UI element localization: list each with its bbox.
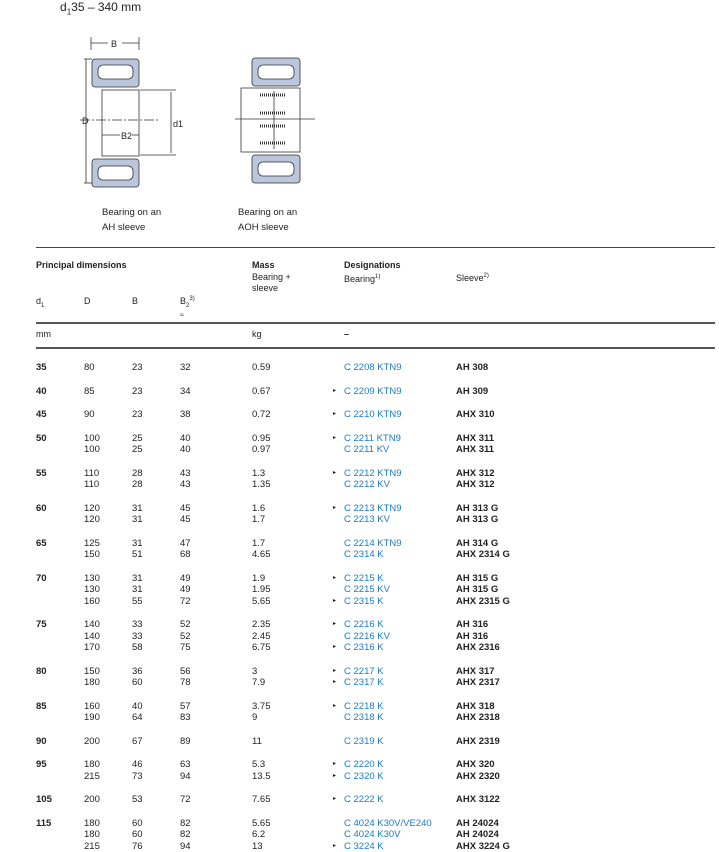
popular-item-marker-icon: ▸ <box>333 842 337 849</box>
mass: 5.3 <box>252 759 266 770</box>
popular-item-marker-icon: ▸ <box>333 679 337 685</box>
units-rule <box>36 347 715 349</box>
mass: 6.75 <box>252 642 271 653</box>
sleeve-width: 38 <box>180 409 191 420</box>
popular-item-marker-icon: ▸ <box>333 796 337 802</box>
sleeve-width: 63 <box>180 759 191 770</box>
sleeve-width: 82 <box>180 829 191 840</box>
mass: 2.35 <box>252 619 271 630</box>
sleeve-designation: AH 309 <box>456 385 489 397</box>
bore-diameter: 65 <box>36 537 47 549</box>
popular-item-marker-icon: ▸ <box>333 411 337 417</box>
bore-diameter: 80 <box>36 665 47 677</box>
bearing-designation[interactable]: C 2214 KTN9 <box>344 537 402 549</box>
col-D: D <box>84 296 91 306</box>
width: 76 <box>132 840 143 852</box>
bearing-designation[interactable]: C 2314 K <box>344 549 384 560</box>
sleeve-designation: AHX 311 <box>456 432 495 444</box>
sleeve-designation: AH 24024 <box>456 829 499 840</box>
size-group <box>0 503 719 526</box>
width: 31 <box>132 537 143 549</box>
sleeve-designation: AHX 3122 <box>456 794 500 805</box>
bore-diameter: 40 <box>36 385 47 397</box>
bearing-designation[interactable]: C 2320 K <box>344 770 384 782</box>
outer-diameter: 80 <box>84 362 95 373</box>
mass: 13 <box>252 840 263 852</box>
bearing-designation[interactable]: C 2317 K <box>344 677 384 688</box>
width: 60 <box>132 817 143 829</box>
sleeve-designation: AHX 310 <box>456 409 495 420</box>
outer-diameter: 170 <box>84 642 100 653</box>
aoh-sleeve-drawing <box>235 55 315 185</box>
outer-diameter: 215 <box>84 840 100 852</box>
title-symbol: d <box>60 0 67 14</box>
sleeve-width: 94 <box>180 770 191 782</box>
width: 25 <box>132 432 143 444</box>
width: 23 <box>132 385 143 397</box>
mass: 7.9 <box>252 677 266 688</box>
sleeve-width: 52 <box>180 630 191 642</box>
sleeve-designation: AHX 2315 G <box>456 595 510 607</box>
sleeve-designation: AH 24024 <box>456 817 499 829</box>
width: 31 <box>132 502 143 514</box>
bore-diameter: 90 <box>36 735 47 747</box>
sleeve-width: 78 <box>180 677 191 688</box>
size-group <box>0 362 719 374</box>
bore-diameter: 35 <box>36 362 47 373</box>
table-row <box>0 736 719 748</box>
mass: 1.7 <box>252 514 266 525</box>
sleeve-width: 43 <box>180 479 191 490</box>
outer-diameter: 130 <box>84 572 100 584</box>
size-group <box>0 573 719 608</box>
header-rule <box>36 322 715 324</box>
principal-dimensions-heading: Principal dimensions <box>36 260 127 270</box>
popular-item-marker-icon: ▸ <box>333 574 337 581</box>
popular-item-marker-icon: ▸ <box>333 644 337 650</box>
width: 67 <box>132 735 143 747</box>
outer-diameter: 180 <box>84 677 100 688</box>
size-group <box>0 433 719 456</box>
bearing-designation[interactable]: C 2216 KV <box>344 630 390 642</box>
width: 60 <box>132 829 143 840</box>
width: 40 <box>132 700 143 712</box>
mass: 0.97 <box>252 444 271 455</box>
outer-diameter: 100 <box>84 432 100 444</box>
table-row <box>0 794 719 806</box>
title-sub: 1 <box>66 7 72 17</box>
col-d1: $d_1$ <box>36 296 45 309</box>
table-row <box>0 549 719 561</box>
sleeve-width: 57 <box>180 700 191 712</box>
size-group <box>0 701 719 724</box>
bearing-designation[interactable]: C 2316 K <box>344 642 384 653</box>
bearing-designation[interactable]: C 2318 K <box>344 712 384 723</box>
unit-mm: mm <box>36 329 51 339</box>
popular-item-marker-icon: ▸ <box>333 761 337 767</box>
sleeve-designation: AHX 2314 G <box>456 549 510 560</box>
bore-diameter: 45 <box>36 409 47 420</box>
sleeve-width: 45 <box>180 514 191 525</box>
width: 51 <box>132 549 143 560</box>
svg-text:B2: B2 <box>121 131 133 141</box>
sleeve-width: 32 <box>180 362 191 373</box>
sleeve-designation: AHX 2318 <box>456 712 500 723</box>
sleeve-width: 56 <box>180 665 191 677</box>
outer-diameter: 85 <box>84 385 95 397</box>
mass: 2.45 <box>252 630 271 642</box>
bearing-designation[interactable]: C 2218 K <box>344 700 384 712</box>
table-row <box>0 584 719 596</box>
bore-diameter: 85 <box>36 700 47 712</box>
outer-diameter: 190 <box>84 712 100 723</box>
table-row <box>0 479 719 491</box>
table-row <box>0 712 719 724</box>
mass: 9 <box>252 712 258 723</box>
bearing-designation[interactable]: C 2222 K <box>344 794 384 805</box>
table-row <box>0 538 719 550</box>
sleeve-width: 40 <box>180 432 191 444</box>
size-group <box>0 468 719 491</box>
bearing-designation[interactable]: C 2216 K <box>344 619 384 630</box>
sleeve-designation: AHX 2317 <box>456 677 500 688</box>
sleeve-width: 89 <box>180 735 191 747</box>
bearing-designation[interactable]: C 2208 KTN9 <box>344 362 402 373</box>
bearing-designation[interactable]: C 2210 KTN9 <box>344 409 402 420</box>
sleeve-designation: AH 315 G <box>456 584 499 595</box>
sleeve-width: 49 <box>180 572 191 584</box>
sleeve-width: 72 <box>180 595 191 607</box>
outer-diameter: 200 <box>84 735 100 747</box>
mass-heading: Mass Bearing + sleeve <box>252 260 291 293</box>
mass: 1.9 <box>252 572 266 584</box>
sleeve-width: 43 <box>180 467 191 479</box>
mass: 7.65 <box>252 794 271 805</box>
unit-dash: – <box>344 329 350 339</box>
bearing-designation[interactable]: C 2215 K <box>344 572 384 584</box>
sleeve-designation: AH 313 G <box>456 502 499 514</box>
sleeve-width: 94 <box>180 840 191 852</box>
mass: 0.95 <box>252 432 271 444</box>
outer-diameter: 180 <box>84 817 100 829</box>
size-group <box>0 736 719 748</box>
sleeve-width: 40 <box>180 444 191 455</box>
size-range-title <box>60 0 141 16</box>
col-B2: $B_2^{3)}$ ≈ <box>180 296 195 320</box>
sleeve-width: 34 <box>180 385 191 397</box>
outer-diameter: 100 <box>84 444 100 455</box>
unit-kg: kg <box>252 329 262 339</box>
outer-diameter: 130 <box>84 584 100 595</box>
outer-diameter: 90 <box>84 409 95 420</box>
sleeve-width: 49 <box>180 584 191 595</box>
size-group <box>0 818 719 852</box>
size-group <box>0 794 719 806</box>
popular-item-marker-icon: ▸ <box>333 702 337 709</box>
bore-diameter: 60 <box>36 502 47 514</box>
width: 55 <box>132 595 143 607</box>
sleeve-designation: AH 313 G <box>456 514 499 525</box>
aoh-sleeve-caption: Bearing on an AOH sleeve <box>238 207 298 233</box>
mass: 11 <box>252 735 262 747</box>
bearing-designation[interactable]: C 2213 KTN9 <box>344 502 402 514</box>
outer-diameter: 160 <box>84 700 100 712</box>
table-row <box>0 503 719 515</box>
bore-diameter: 75 <box>36 619 47 630</box>
bearing-designation[interactable]: C 2209 KTN9 <box>344 385 402 397</box>
table-row <box>0 514 719 526</box>
col-B: B <box>132 296 139 306</box>
sleeve-designation: AHX 311 <box>456 444 495 455</box>
width: 28 <box>132 479 143 490</box>
sleeve-width: 72 <box>180 794 191 805</box>
sleeve-width: 52 <box>180 619 191 630</box>
ah-sleeve-caption: Bearing on an AH sleeve <box>102 207 162 233</box>
sleeve-designation: AH 316 <box>456 619 489 630</box>
sleeve-designation: AH 316 <box>456 630 489 642</box>
popular-item-marker-icon: ▸ <box>333 504 337 511</box>
size-group <box>0 619 719 654</box>
popular-item-marker-icon: ▸ <box>333 772 337 779</box>
table-row <box>0 771 719 783</box>
width: 28 <box>132 467 143 479</box>
outer-diameter: 140 <box>84 630 100 642</box>
mass: 1.3 <box>252 467 266 479</box>
table-row <box>0 386 719 398</box>
width: 60 <box>132 677 143 688</box>
width: 46 <box>132 759 143 770</box>
popular-item-marker-icon: ▸ <box>333 667 337 674</box>
width: 73 <box>132 770 143 782</box>
sleeve-width: 68 <box>180 549 191 560</box>
table-row <box>0 362 719 374</box>
table-top-rule <box>36 247 715 248</box>
outer-diameter: 110 <box>84 467 100 479</box>
size-group <box>0 386 719 398</box>
bearing-designation[interactable]: C 2212 KV <box>344 479 390 490</box>
bearing-designation[interactable]: C 2215 KV <box>344 584 390 595</box>
table-row <box>0 573 719 585</box>
sleeve-width: 45 <box>180 502 191 514</box>
width: 31 <box>132 514 143 525</box>
sleeve-designation: AH 315 G <box>456 572 499 584</box>
outer-diameter: 180 <box>84 759 100 770</box>
mass: 0.67 <box>252 385 271 397</box>
bearing-table <box>0 362 719 852</box>
width: 25 <box>132 444 143 455</box>
mass: 5.65 <box>252 595 271 607</box>
mass: 5.65 <box>252 817 271 829</box>
sleeve-width: 75 <box>180 642 191 653</box>
table-row <box>0 619 719 631</box>
table-row <box>0 841 719 852</box>
sleeve-designation: AHX 318 <box>456 700 495 712</box>
bearing-designation[interactable]: C 3224 K <box>344 840 384 852</box>
sleeve-heading: Sleeve$^{2)}$ <box>456 273 489 283</box>
table-row <box>0 444 719 456</box>
bore-diameter: 50 <box>36 432 47 444</box>
outer-diameter: 200 <box>84 794 100 805</box>
table-row <box>0 433 719 445</box>
mass: 3.75 <box>252 700 271 712</box>
outer-diameter: 180 <box>84 829 100 840</box>
sleeve-designation: AH 314 G <box>456 537 499 549</box>
mass: 3 <box>252 665 258 677</box>
table-row <box>0 631 719 643</box>
outer-diameter: 150 <box>84 549 100 560</box>
mass: 4.65 <box>252 549 271 560</box>
outer-diameter: 160 <box>84 595 100 607</box>
bearing-designation[interactable]: C 2212 KTN9 <box>344 467 402 479</box>
width: 23 <box>132 362 143 373</box>
outer-diameter: 215 <box>84 770 100 782</box>
width: 23 <box>132 409 143 420</box>
bearing-designation[interactable]: C 4024 K30V/VE240 <box>344 817 432 829</box>
sleeve-width: 82 <box>180 817 191 829</box>
sleeve-designation: AHX 3224 G <box>456 840 510 852</box>
sleeve-designation: AHX 317 <box>456 665 495 677</box>
popular-item-marker-icon: ▸ <box>333 434 337 441</box>
popular-item-marker-icon: ▸ <box>333 621 337 627</box>
width: 36 <box>132 665 143 677</box>
outer-diameter: 120 <box>84 514 100 525</box>
ah-sleeve-drawing <box>80 35 190 190</box>
table-row <box>0 596 719 608</box>
bearing-designation[interactable]: C 2211 KTN9 <box>344 432 401 444</box>
width: 58 <box>132 642 143 653</box>
size-group <box>0 759 719 782</box>
table-row <box>0 701 719 713</box>
mass: 1.7 <box>252 537 266 549</box>
table-row <box>0 818 719 830</box>
bearing-designation[interactable]: C 2213 KV <box>344 514 390 525</box>
outer-diameter: 120 <box>84 502 100 514</box>
bore-diameter: 115 <box>36 817 52 829</box>
table-row <box>0 468 719 480</box>
outer-diameter: 125 <box>84 537 100 549</box>
sleeve-designation: AHX 320 <box>456 759 495 770</box>
svg-text:D: D <box>82 116 89 126</box>
title-range: 35 – 340 mm <box>71 0 142 14</box>
mass: 0.72 <box>252 409 271 420</box>
bore-diameter: 70 <box>36 572 47 584</box>
popular-item-marker-icon: ▸ <box>333 597 337 604</box>
mass: 1.6 <box>252 502 266 514</box>
table-row <box>0 642 719 654</box>
width: 31 <box>132 584 143 595</box>
sleeve-designation: AHX 2319 <box>456 735 500 747</box>
mass: 1.35 <box>252 479 271 490</box>
size-group <box>0 538 719 561</box>
outer-diameter: 150 <box>84 665 100 677</box>
bore-diameter: 105 <box>36 794 52 805</box>
bore-diameter: 95 <box>36 759 47 770</box>
table-row <box>0 759 719 771</box>
width: 33 <box>132 630 143 642</box>
popular-item-marker-icon: ▸ <box>333 387 337 394</box>
bearing-designation[interactable]: C 4024 K30V <box>344 829 401 840</box>
bearing-designation[interactable]: C 2319 K <box>344 735 384 747</box>
sleeve-designation: AHX 2320 <box>456 770 500 782</box>
outer-diameter: 110 <box>84 479 100 490</box>
table-row <box>0 677 719 689</box>
sleeve-designation: AHX 312 <box>456 467 495 479</box>
mass: 1.95 <box>252 584 271 595</box>
size-group <box>0 409 719 421</box>
width: 64 <box>132 712 143 723</box>
mass: 13.5 <box>252 770 271 782</box>
sleeve-designation: AH 308 <box>456 362 489 373</box>
table-row <box>0 409 719 421</box>
table-row <box>0 666 719 678</box>
svg-text:d1: d1 <box>173 119 184 129</box>
width: 33 <box>132 619 143 630</box>
svg-text:B: B <box>111 39 118 49</box>
outer-diameter: 140 <box>84 619 100 630</box>
bearing-designation[interactable]: C 2315 K <box>344 595 384 607</box>
bearing-designation[interactable]: C 2220 K <box>344 759 384 770</box>
bearing-designation[interactable]: C 2211 KV <box>344 444 390 455</box>
sleeve-designation: AHX 2316 <box>456 642 500 653</box>
bearing-designation[interactable]: C 2217 K <box>344 665 384 677</box>
table-row <box>0 829 719 841</box>
sleeve-designation: AHX 312 <box>456 479 495 490</box>
sleeve-width: 47 <box>180 537 191 549</box>
width: 53 <box>132 794 143 805</box>
size-group <box>0 666 719 689</box>
sleeve-width: 83 <box>180 712 191 723</box>
popular-item-marker-icon: ▸ <box>333 469 337 476</box>
mass: 0.59 <box>252 362 271 373</box>
width: 31 <box>132 572 143 584</box>
mass: 6.2 <box>252 829 266 840</box>
bore-diameter: 55 <box>36 467 47 479</box>
designations-heading: Designations Bearing$^{1)}$ <box>344 260 401 284</box>
